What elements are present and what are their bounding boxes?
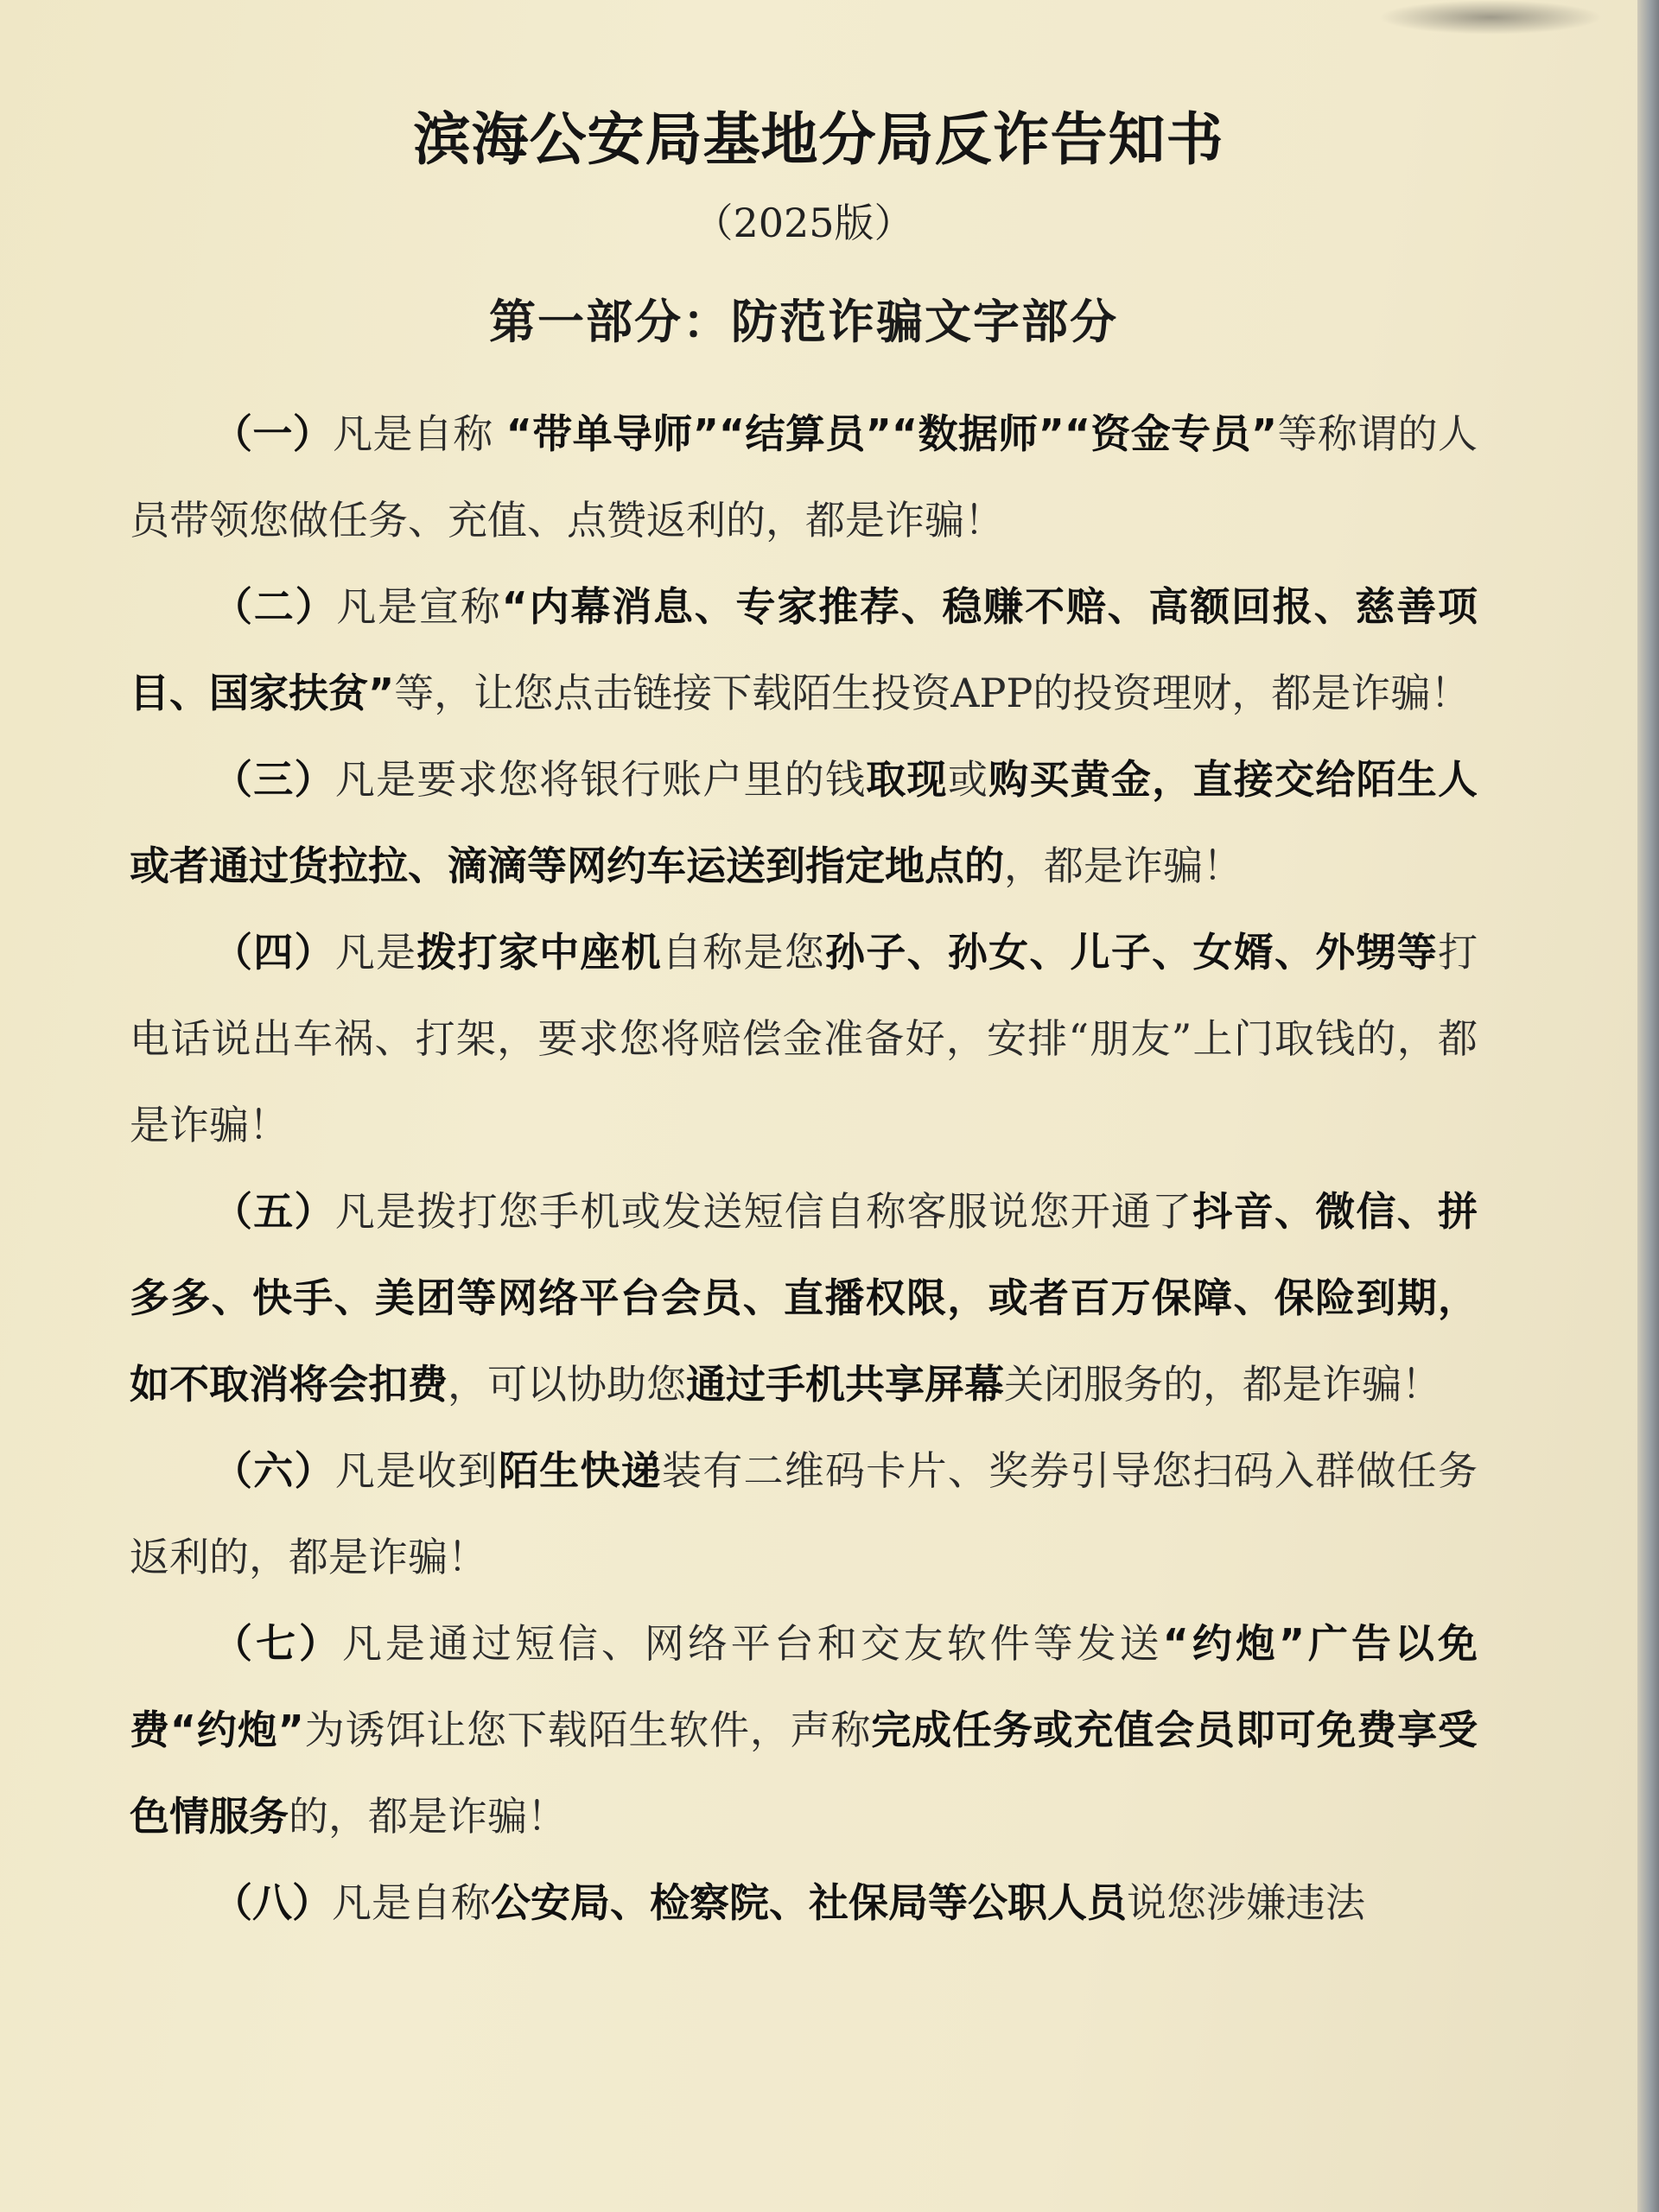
notice-paragraph [130, 563, 1478, 736]
paragraph-text: 自称是您 [661, 929, 826, 976]
notice-paragraph [130, 1427, 1478, 1600]
paragraph-text: 凡是自称 [332, 1879, 491, 1926]
paragraph-text: 凡是自称 [333, 410, 506, 457]
paragraph-text: 凡是 [334, 929, 417, 976]
paragraph-text: 关闭服务的，都是诈骗！ [1004, 1361, 1441, 1408]
emphasis-text: “内幕消息、专家推荐、稳赚不赔、高额回报、慈善项目、国家扶贫” [130, 583, 1478, 716]
paper-edge [1637, 0, 1659, 2212]
paragraph-number: （三） [213, 756, 335, 803]
paragraph-text: 打电话说出车祸、打架，要求您将赔偿金准备好，安排“朋友”上门取钱的，都是诈骗！ [130, 929, 1478, 1148]
paragraph-text: 等称谓的人员带领您做任务、充值、点赞返利的，都是诈骗！ [130, 410, 1478, 543]
paragraph-number: （七） [213, 1620, 342, 1667]
notice-paragraph [130, 391, 1478, 563]
paragraph-text: 凡是拨打您手机或发送短信自称客服说您开通了 [334, 1188, 1193, 1235]
emphasis-text: 取现 [866, 756, 948, 803]
paragraph-text: ，可以协助您 [448, 1361, 686, 1408]
notice-body [130, 391, 1478, 1946]
notice-paragraph [130, 1600, 1478, 1859]
emphasis-text: 孙子、孙女、儿子、女婿、外甥等 [825, 929, 1439, 976]
document-title: 滨海公安局基地分局反诈告知书 [413, 105, 1224, 173]
emphasis-text: 拨打家中座机 [416, 929, 662, 976]
paragraph-number: （一） [213, 410, 334, 457]
emphasis-text: “约炮”广告以免费“约炮” [130, 1620, 1478, 1753]
emphasis-text: “带单导师”“结算员”“数据师”“资金专员” [505, 410, 1278, 457]
notice-paragraph [130, 1859, 1478, 1946]
paragraph-text: 装有二维码卡片、奖券引导您扫码入群做任务返利的，都是诈骗！ [130, 1447, 1478, 1580]
paragraph-text: ，都是诈骗！ [1004, 842, 1243, 889]
notice-paragraph [130, 1168, 1478, 1427]
paragraph-text: 等，让您点击链接下载陌生投资APP的投资理财，都是诈骗！ [394, 670, 1471, 716]
paragraph-text: 的，都是诈骗！ [289, 1793, 567, 1840]
emphasis-text: 陌生快递 [498, 1447, 662, 1494]
paragraph-text: 或 [947, 756, 989, 803]
paragraph-number: （四） [213, 929, 335, 976]
notice-paragraph [130, 736, 1478, 909]
paragraph-text: 凡是要求您将银行账户里的钱 [334, 756, 867, 803]
shadow-smudge [1378, 0, 1603, 35]
paragraph-number: （五） [213, 1188, 335, 1235]
paragraph-text: 为诱饵让您下载陌生软件，声称 [303, 1707, 872, 1753]
paragraph-number: （二） [213, 583, 337, 630]
emphasis-text: 通过手机共享屏幕 [686, 1361, 1004, 1408]
paragraph-number: （六） [213, 1447, 335, 1494]
notice-paragraph [130, 909, 1478, 1168]
paragraph-text: 说您涉嫌违法 [1127, 1879, 1365, 1926]
emphasis-text: 完成任务或充值会员即可免费享受色情服务 [130, 1707, 1478, 1840]
paragraph-text: 凡是宣称 [336, 583, 502, 630]
section-title: 第一部分：防范诈骗文字部分 [489, 295, 1118, 349]
emphasis-text: 抖音、微信、拼多多、快手、美团等网络平台会员、直播权限，或者百万保障、保险到期，如不取消将会扣费 [130, 1188, 1478, 1408]
paragraph-text: 凡是通过短信、网络平台和交友软件等发送 [341, 1620, 1163, 1667]
document-edition: （2025版） [693, 200, 914, 246]
emphasis-text: 购买黄金，直接交给陌生人或者通过货拉拉、滴滴等网约车运送到指定地点的 [130, 756, 1478, 889]
paragraph-number: （八） [213, 1879, 332, 1926]
paragraph-text: 凡是收到 [334, 1447, 499, 1494]
emphasis-text: 公安局、检察院、社保局等公职人员 [491, 1879, 1127, 1926]
